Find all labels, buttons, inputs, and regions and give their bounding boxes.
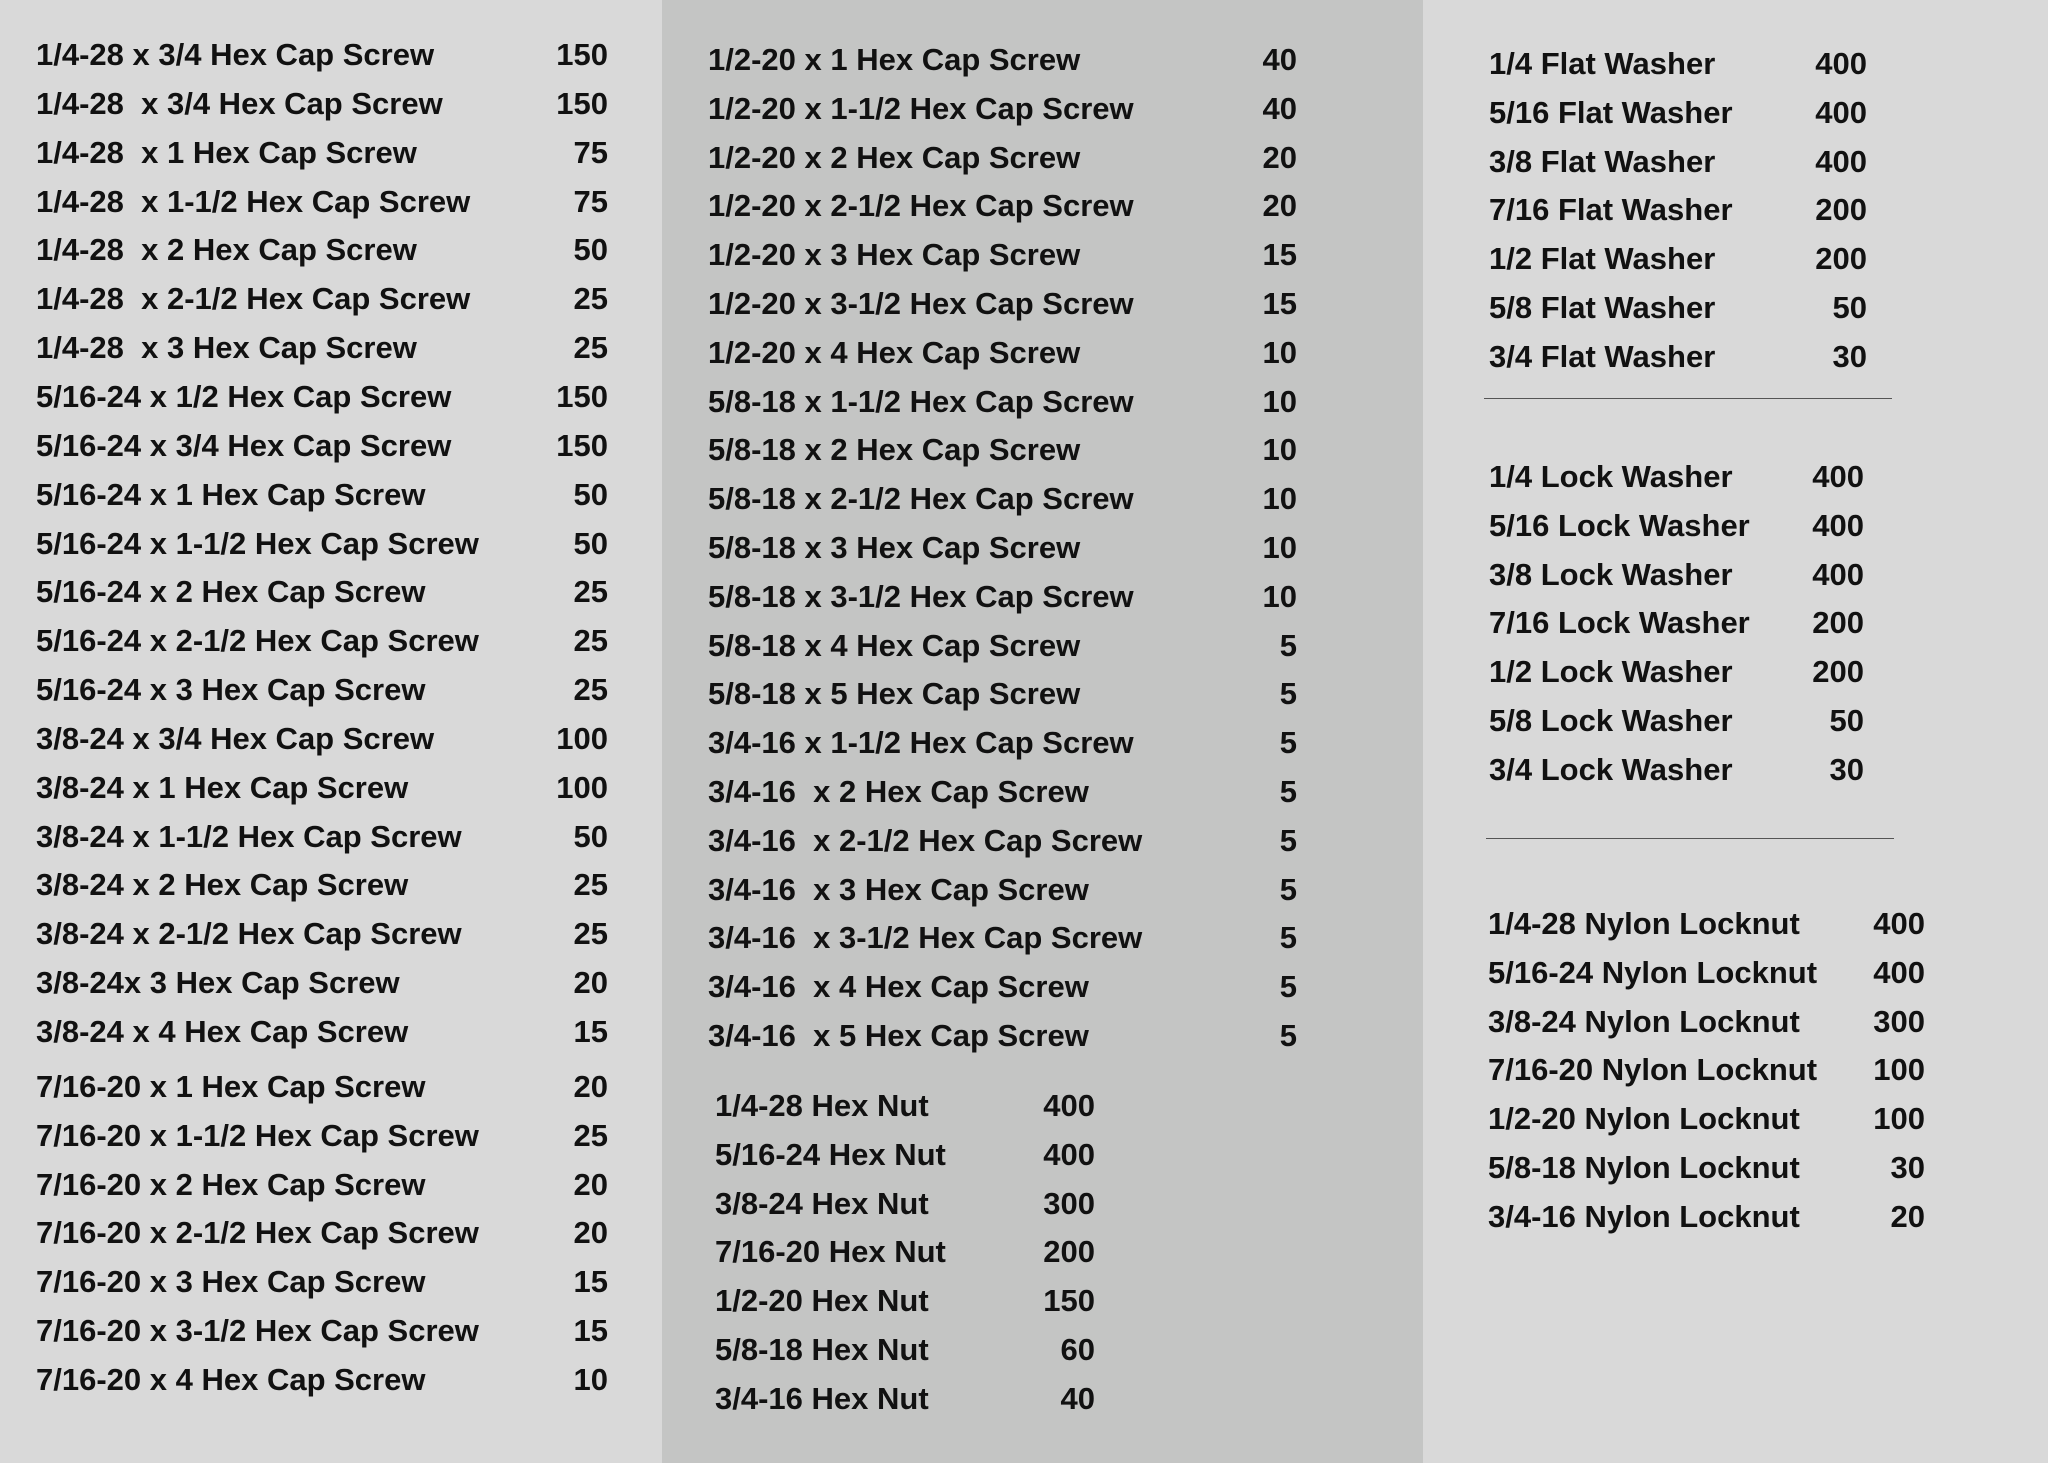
item-quantity: 200 [1043, 1234, 1095, 1270]
item-quantity: 200 [1815, 241, 1867, 277]
item-name: 1/4-28 Hex Nut [715, 1088, 929, 1123]
list-item [1488, 1050, 1925, 1090]
list-item [715, 1330, 1095, 1370]
list-item [36, 572, 608, 612]
item-name: 3/8-24 Hex Nut [715, 1185, 929, 1221]
item-quantity: 150 [1043, 1283, 1095, 1318]
item-name: 1/4-28 x 3 Hex Cap Screw [36, 330, 417, 366]
list-item [1489, 750, 1864, 790]
item-quantity: 10 [1262, 334, 1297, 370]
list-item [36, 524, 608, 564]
list-item [715, 1184, 1095, 1224]
item-quantity: 5 [1279, 920, 1297, 956]
item-name: 7/16-20 x 2-1/2 Hex Cap Screw [36, 1215, 479, 1251]
item-name: 3/8 Lock Washer [1489, 556, 1733, 592]
list-item [715, 1379, 1095, 1419]
divider-flat-lock [1484, 398, 1892, 399]
item-name: 5/16-24 Hex Nut [715, 1136, 946, 1172]
item-quantity: 300 [1873, 1003, 1925, 1039]
list-item [36, 133, 608, 173]
item-name: 7/16-20 x 1-1/2 Hex Cap Screw [36, 1117, 479, 1153]
item-name: 3/8-24 x 4 Hex Cap Screw [36, 1014, 409, 1049]
item-name: 3/8 Flat Washer [1489, 143, 1716, 179]
list-item [36, 1165, 608, 1205]
item-name: 3/4-16 x 5 Hex Cap Screw [708, 1018, 1089, 1053]
list-item [708, 430, 1297, 470]
item-name: 3/8-24 x 2-1/2 Hex Cap Screw [36, 916, 462, 952]
divider-lock-nylon [1486, 838, 1894, 839]
item-name: 3/4-16 x 4 Hex Cap Screw [708, 969, 1089, 1005]
item-name: 1/2-20 x 2 Hex Cap Screw [708, 139, 1081, 175]
item-name: 7/16-20 x 3-1/2 Hex Cap Screw [36, 1313, 479, 1348]
list-item [36, 1067, 608, 1107]
item-quantity: 75 [573, 183, 608, 219]
item-name: 5/8-18 x 2-1/2 Hex Cap Screw [708, 481, 1134, 517]
list-item [708, 138, 1297, 178]
item-quantity: 50 [573, 818, 608, 854]
list-item [1489, 603, 1864, 643]
item-quantity: 25 [573, 623, 608, 659]
list-item [1489, 701, 1864, 741]
list-item [1488, 1148, 1925, 1188]
item-quantity: 200 [1815, 192, 1867, 228]
item-quantity: 5 [1279, 774, 1297, 809]
item-quantity: 25 [573, 916, 608, 952]
item-name: 1/2-20 x 4 Hex Cap Screw [708, 334, 1081, 370]
item-quantity: 10 [573, 1361, 608, 1397]
item-name: 1/2-20 x 1-1/2 Hex Cap Screw [708, 90, 1134, 126]
list-item [1489, 142, 1867, 182]
item-name: 5/16-24 x 3/4 Hex Cap Screw [36, 427, 452, 463]
list-item [708, 528, 1297, 568]
item-quantity: 100 [1873, 1052, 1925, 1088]
list-item [1489, 44, 1867, 84]
item-name: 1/4-28 x 1 Hex Cap Screw [36, 134, 417, 170]
list-item [36, 1360, 608, 1400]
item-quantity: 5 [1279, 627, 1297, 663]
item-name: 3/8-24 x 2 Hex Cap Screw [36, 867, 409, 903]
item-name: 7/16-20 x 1 Hex Cap Screw [36, 1069, 426, 1104]
item-name: 1/4-28 x 1-1/2 Hex Cap Screw [36, 183, 471, 219]
item-quantity: 5 [1279, 822, 1297, 858]
item-quantity: 400 [1043, 1088, 1095, 1123]
item-quantity: 50 [573, 476, 608, 512]
list-item [708, 186, 1297, 226]
list-item [36, 230, 608, 270]
item-name: 7/16-20 x 3 Hex Cap Screw [36, 1264, 426, 1300]
item-name: 5/16-24 x 1 Hex Cap Screw [36, 476, 426, 512]
list-item [1488, 1197, 1925, 1237]
item-name: 7/16-20 Hex Nut [715, 1234, 946, 1270]
item-quantity: 400 [1815, 46, 1867, 81]
item-name: 7/16-20 Nylon Locknut [1488, 1052, 1818, 1088]
item-name: 3/4-16 Hex Nut [715, 1380, 929, 1416]
list-item [36, 35, 608, 75]
item-name: 1/4-28 Nylon Locknut [1488, 906, 1800, 941]
list-item [36, 279, 608, 319]
list-item [36, 817, 608, 857]
list-item [36, 377, 608, 417]
item-quantity: 20 [1262, 139, 1297, 175]
item-name: 1/2-20 Nylon Locknut [1488, 1101, 1800, 1136]
item-name: 5/8-18 x 5 Hex Cap Screw [708, 676, 1081, 712]
list-item [708, 284, 1297, 324]
list-item [708, 772, 1297, 812]
item-quantity: 150 [556, 85, 608, 121]
item-quantity: 100 [556, 720, 608, 756]
item-quantity: 40 [1262, 42, 1297, 77]
item-quantity: 150 [556, 427, 608, 463]
item-quantity: 5 [1279, 725, 1297, 761]
list-item [708, 577, 1297, 617]
item-name: 3/4-16 x 3-1/2 Hex Cap Screw [708, 920, 1143, 956]
list-item [708, 821, 1297, 861]
list-item [36, 914, 608, 954]
item-quantity: 25 [573, 281, 608, 317]
list-item [36, 426, 608, 466]
item-quantity: 150 [556, 378, 608, 414]
list-item [708, 723, 1297, 763]
item-name: 5/16-24 Nylon Locknut [1488, 954, 1818, 990]
item-name: 5/8-18 x 3 Hex Cap Screw [708, 530, 1081, 565]
item-name: 5/8 Flat Washer [1489, 290, 1716, 325]
item-quantity: 15 [573, 1313, 608, 1348]
item-quantity: 400 [1815, 143, 1867, 179]
item-name: 5/8-18 Hex Nut [715, 1331, 929, 1367]
list-item [1489, 190, 1867, 230]
item-name: 5/16-24 x 2 Hex Cap Screw [36, 574, 426, 610]
item-name: 3/4 Flat Washer [1489, 338, 1716, 374]
item-quantity: 15 [1262, 237, 1297, 273]
list-item [36, 84, 608, 124]
item-quantity: 200 [1812, 654, 1864, 689]
list-item [36, 1012, 608, 1052]
item-quantity: 200 [1812, 605, 1864, 641]
item-quantity: 400 [1043, 1136, 1095, 1172]
item-quantity: 5 [1279, 1018, 1297, 1053]
list-item [1489, 337, 1867, 377]
list-item [36, 865, 608, 905]
list-item [1489, 652, 1864, 692]
item-name: 1/2-20 x 3-1/2 Hex Cap Screw [708, 286, 1134, 321]
item-quantity: 400 [1812, 556, 1864, 592]
item-name: 3/8-24 x 1-1/2 Hex Cap Screw [36, 818, 462, 854]
list-item [1489, 239, 1867, 279]
item-quantity: 15 [573, 1014, 608, 1049]
item-quantity: 25 [573, 574, 608, 610]
item-name: 1/2 Lock Washer [1489, 654, 1733, 689]
list-item [708, 967, 1297, 1007]
item-quantity: 400 [1815, 94, 1867, 130]
list-item [708, 235, 1297, 275]
item-name: 5/16-24 x 1/2 Hex Cap Screw [36, 378, 452, 414]
list-item [708, 870, 1297, 910]
item-name: 3/8-24x 3 Hex Cap Screw [36, 965, 400, 1001]
list-item [36, 963, 608, 1003]
item-quantity: 25 [573, 672, 608, 708]
item-quantity: 5 [1279, 969, 1297, 1005]
list-item [36, 475, 608, 515]
item-name: 1/2-20 Hex Nut [715, 1283, 929, 1318]
item-quantity: 50 [573, 232, 608, 268]
item-name: 1/2 Flat Washer [1489, 241, 1716, 277]
item-quantity: 10 [1262, 530, 1297, 565]
list-item [1489, 93, 1867, 133]
item-quantity: 50 [573, 525, 608, 561]
item-quantity: 5 [1279, 676, 1297, 712]
item-name: 1/2-20 x 3 Hex Cap Screw [708, 237, 1081, 273]
item-quantity: 400 [1812, 459, 1864, 494]
item-quantity: 400 [1873, 906, 1925, 941]
item-name: 1/4 Lock Washer [1489, 459, 1733, 494]
item-name: 5/8-18 x 1-1/2 Hex Cap Screw [708, 383, 1134, 419]
list-item [36, 1311, 608, 1351]
item-quantity: 15 [1262, 286, 1297, 321]
item-quantity: 50 [1832, 290, 1867, 325]
list-item [36, 670, 608, 710]
item-quantity: 20 [1890, 1198, 1925, 1234]
list-item [1488, 1099, 1925, 1139]
item-quantity: 30 [1890, 1149, 1925, 1185]
item-name: 3/8-24 Nylon Locknut [1488, 1003, 1800, 1039]
item-name: 1/2-20 x 2-1/2 Hex Cap Screw [708, 188, 1134, 224]
list-item [1488, 904, 1925, 944]
item-quantity: 10 [1262, 432, 1297, 468]
list-item [708, 40, 1297, 80]
list-item [1488, 953, 1925, 993]
item-quantity: 100 [1873, 1101, 1925, 1136]
item-quantity: 75 [573, 134, 608, 170]
item-name: 1/4-28 x 2 Hex Cap Screw [36, 232, 417, 268]
item-quantity: 25 [573, 330, 608, 366]
list-item [708, 382, 1297, 422]
list-item [715, 1281, 1095, 1321]
list-item [1488, 1002, 1925, 1042]
item-quantity: 100 [556, 769, 608, 805]
item-name: 5/8-18 x 2 Hex Cap Screw [708, 432, 1081, 468]
item-quantity: 10 [1262, 481, 1297, 517]
list-item [715, 1086, 1095, 1126]
list-item [1489, 555, 1864, 595]
list-item [708, 626, 1297, 666]
item-name: 1/4 Flat Washer [1489, 46, 1716, 81]
list-item [1489, 506, 1864, 546]
item-name: 3/4 Lock Washer [1489, 751, 1733, 787]
item-quantity: 150 [556, 37, 608, 72]
item-quantity: 400 [1873, 954, 1925, 990]
item-name: 5/8-18 x 3-1/2 Hex Cap Screw [708, 578, 1134, 614]
list-item [708, 333, 1297, 373]
item-name: 5/16-24 x 1-1/2 Hex Cap Screw [36, 525, 479, 561]
item-quantity: 20 [573, 965, 608, 1001]
list-item [715, 1232, 1095, 1272]
item-name: 7/16-20 x 4 Hex Cap Screw [36, 1361, 426, 1397]
list-item [715, 1135, 1095, 1175]
item-quantity: 300 [1043, 1185, 1095, 1221]
item-quantity: 25 [573, 1117, 608, 1153]
item-quantity: 25 [573, 867, 608, 903]
item-name: 5/8-18 Nylon Locknut [1488, 1149, 1800, 1185]
item-quantity: 40 [1060, 1380, 1095, 1416]
item-name: 7/16 Lock Washer [1489, 605, 1750, 641]
list-item [708, 89, 1297, 129]
item-quantity: 10 [1262, 578, 1297, 614]
item-name: 3/8-24 x 1 Hex Cap Screw [36, 769, 409, 805]
list-item [708, 918, 1297, 958]
item-quantity: 10 [1262, 383, 1297, 419]
item-quantity: 20 [573, 1166, 608, 1202]
item-name: 3/4-16 x 2-1/2 Hex Cap Screw [708, 822, 1143, 858]
item-quantity: 30 [1832, 338, 1867, 374]
item-name: 3/4-16 Nylon Locknut [1488, 1198, 1800, 1234]
item-name: 1/4-28 x 3/4 Hex Cap Screw [36, 37, 435, 72]
item-name: 1/2-20 x 1 Hex Cap Screw [708, 42, 1081, 77]
item-quantity: 20 [573, 1069, 608, 1104]
list-item [36, 1116, 608, 1156]
item-name: 3/4-16 x 3 Hex Cap Screw [708, 871, 1089, 907]
item-name: 7/16 Flat Washer [1489, 192, 1733, 228]
list-item [36, 328, 608, 368]
item-name: 5/16 Lock Washer [1489, 507, 1750, 543]
item-quantity: 60 [1060, 1331, 1095, 1367]
item-name: 1/4-28 x 2-1/2 Hex Cap Screw [36, 281, 471, 317]
list-item [708, 674, 1297, 714]
item-name: 3/4-16 x 1-1/2 Hex Cap Screw [708, 725, 1134, 761]
list-item [36, 1262, 608, 1302]
item-name: 3/4-16 x 2 Hex Cap Screw [708, 774, 1089, 809]
list-item [36, 768, 608, 808]
list-item [708, 1016, 1297, 1056]
item-quantity: 50 [1829, 702, 1864, 738]
item-quantity: 5 [1279, 871, 1297, 907]
item-name: 7/16-20 x 2 Hex Cap Screw [36, 1166, 426, 1202]
list-item [708, 479, 1297, 519]
item-quantity: 30 [1829, 751, 1864, 787]
list-item [36, 621, 608, 661]
item-quantity: 400 [1812, 507, 1864, 543]
item-name: 5/16 Flat Washer [1489, 94, 1733, 130]
item-quantity: 20 [573, 1215, 608, 1251]
item-quantity: 20 [1262, 188, 1297, 224]
item-name: 5/16-24 x 3 Hex Cap Screw [36, 672, 426, 708]
list-item [1489, 457, 1864, 497]
item-quantity: 40 [1262, 90, 1297, 126]
list-item [1489, 288, 1867, 328]
list-item [36, 182, 608, 222]
item-name: 5/16-24 x 2-1/2 Hex Cap Screw [36, 623, 479, 659]
item-name: 1/4-28 x 3/4 Hex Cap Screw [36, 85, 443, 121]
item-name: 5/8 Lock Washer [1489, 702, 1733, 738]
item-name: 5/8-18 x 4 Hex Cap Screw [708, 627, 1081, 663]
list-item [36, 1213, 608, 1253]
item-name: 3/8-24 x 3/4 Hex Cap Screw [36, 720, 435, 756]
item-quantity: 15 [573, 1264, 608, 1300]
list-item [36, 719, 608, 759]
